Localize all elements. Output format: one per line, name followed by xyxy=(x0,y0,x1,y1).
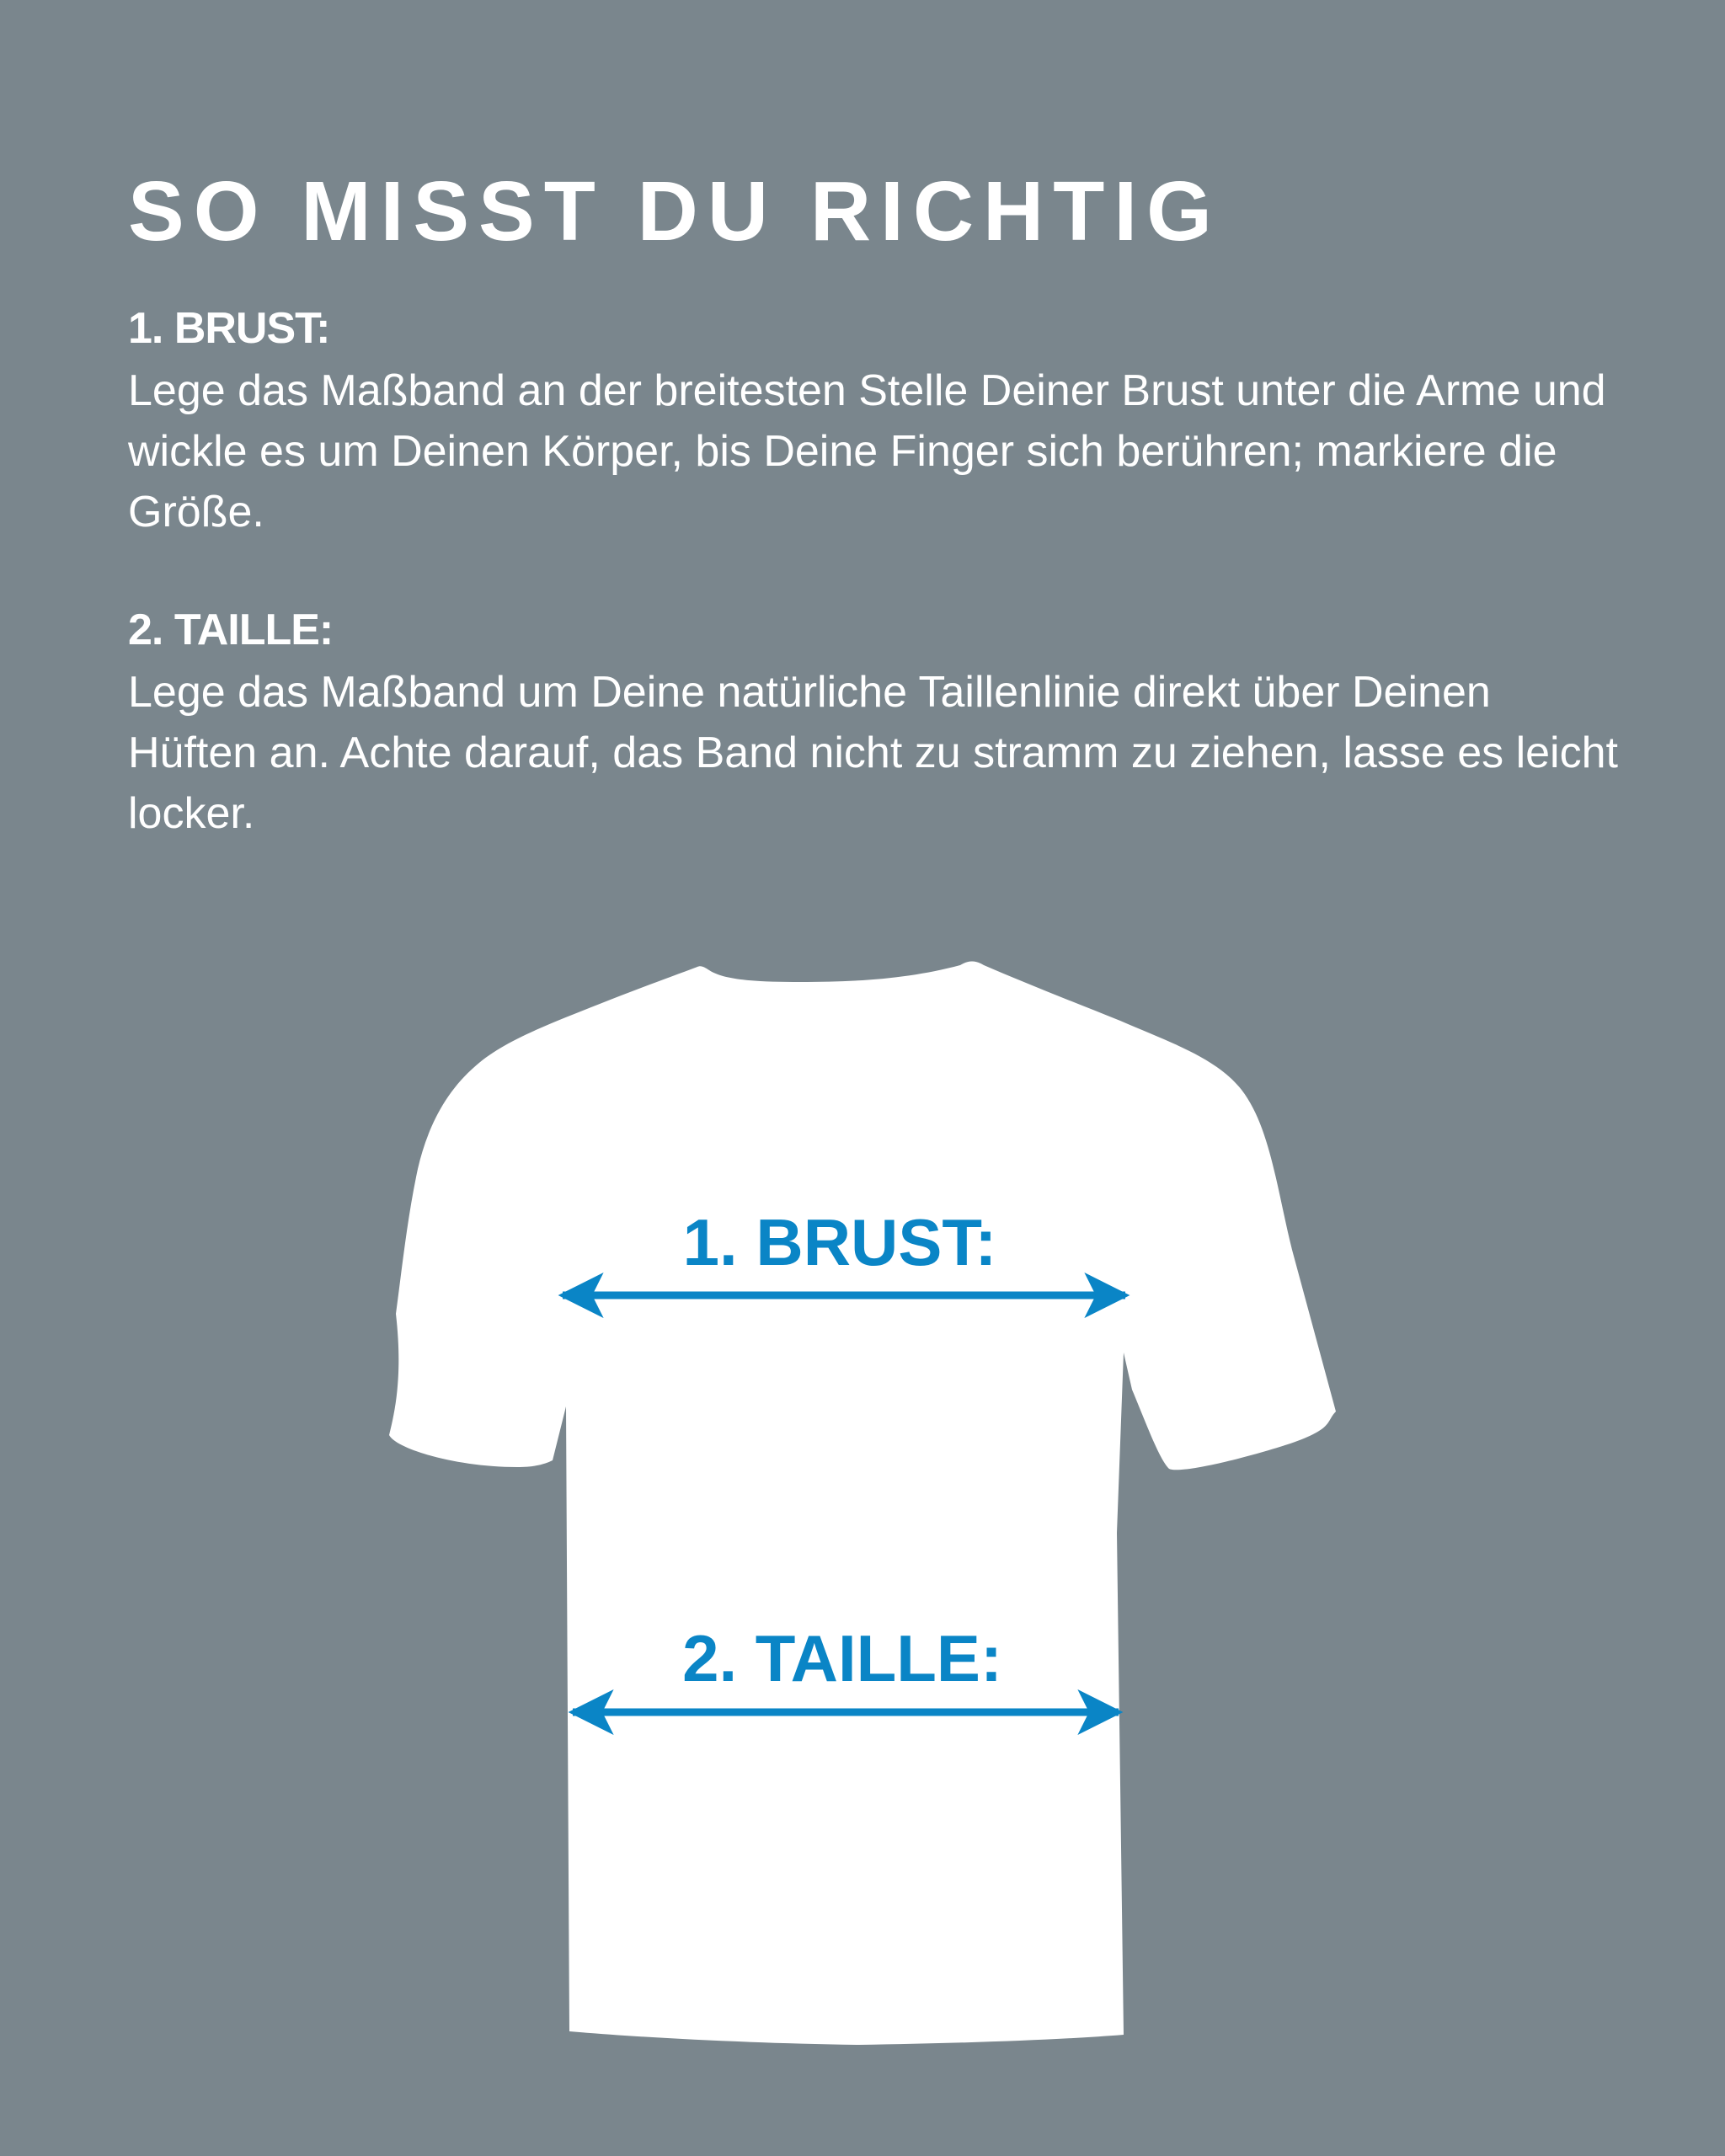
waist-label: 2. TAILLE: xyxy=(682,1621,1002,1695)
page-title: SO MISST DU RICHTIG xyxy=(128,164,1221,259)
tshirt-shape xyxy=(389,962,1336,2046)
section-heading-chest: 1. BRUST: xyxy=(128,304,330,353)
section-body-chest: Lege das Maßband an der breitesten Stelle Deiner Brust unter die Arme und wickle es um Deinen Körper, bis Deine Finger sich berühren; markiere die Größe. xyxy=(128,366,1606,536)
chest-label: 1. BRUST: xyxy=(682,1205,997,1279)
section-body-waist: Lege das Maßband um Deine natürliche Taillenlinie direkt über Deinen Hüften an. Achte darauf, das Band nicht zu stramm zu ziehen, lasse es leicht locker. xyxy=(128,668,1618,838)
section-heading-waist: 2. TAILLE: xyxy=(128,606,334,654)
